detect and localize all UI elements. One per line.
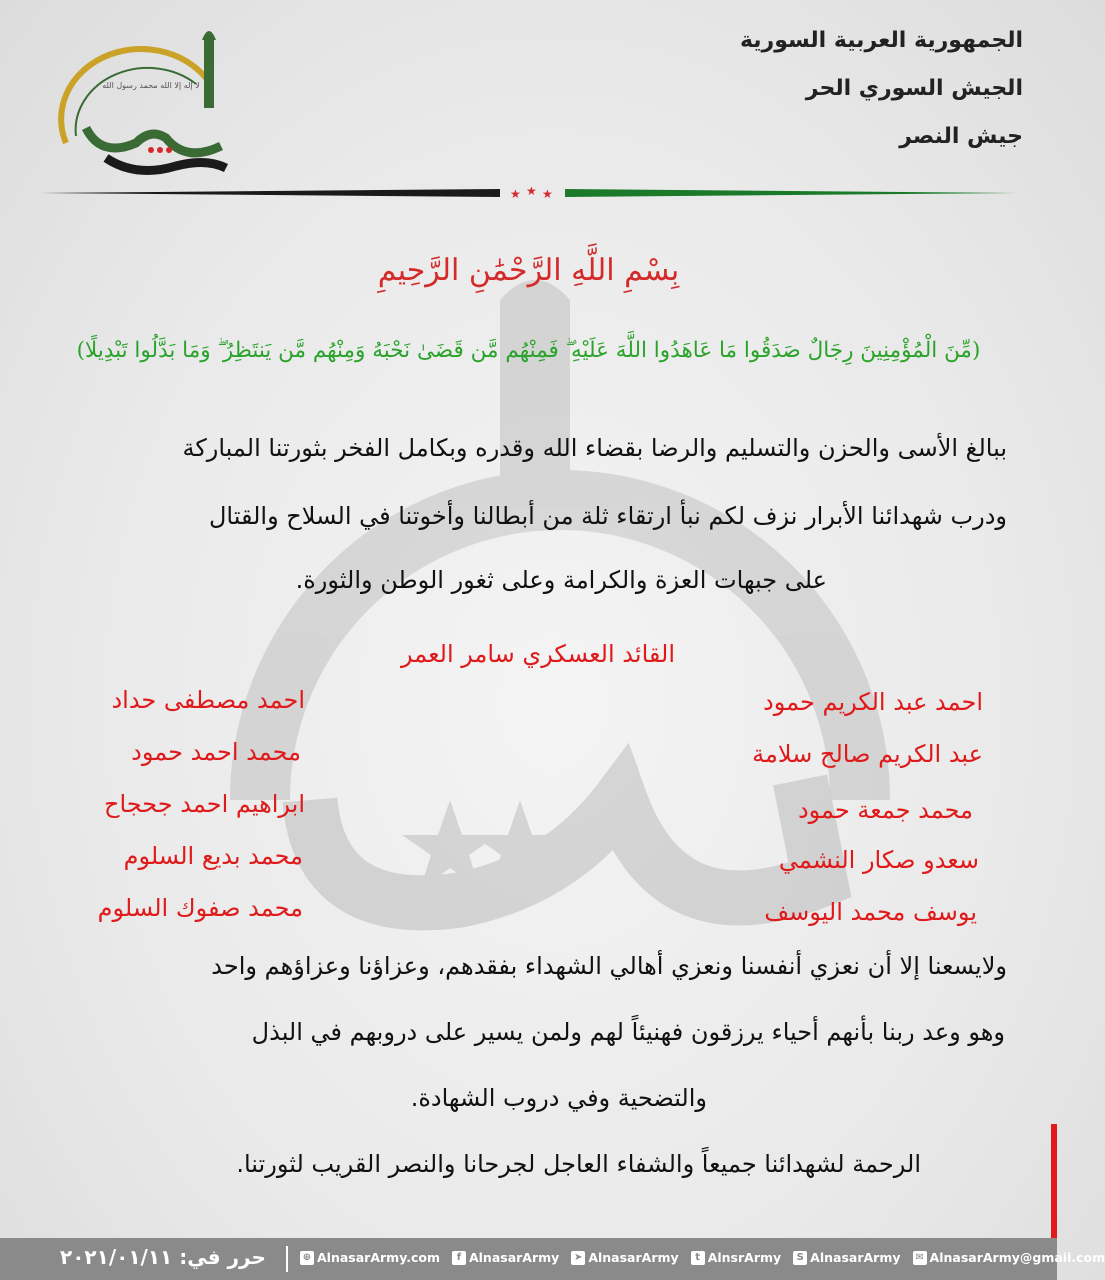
intro-line-2: ودرب شهدائنا الأبرار نزف لكم نبأ ارتقاء ثلة من أبطالنا وأخوتنا في السلاح والقتال	[208, 502, 1007, 530]
watermark-logo	[200, 280, 920, 980]
website-link[interactable]: ⊕ AlnasarArmy.com	[300, 1250, 440, 1265]
flag-divider	[40, 186, 1017, 200]
logo-text: جيش النصر	[186, 173, 191, 174]
martyr-name: سعدو صكار النشمي	[778, 846, 979, 874]
quran-verse: (مِّنَ الْمُؤْمِنِينَ رِجَالٌ صَدَقُوا مَا عَاهَدُوا اللَّهَ عَلَيْهِ ۖ فَمِنْهُم مَّن قَضَىٰ نَحْبَهُ وَمِنْهُم مَّن يَنتَظِرُ ۖ وَمَا بَدَّلُوا تَبْدِيلًا)	[76, 338, 981, 363]
email-link[interactable]: ✉ AlnasarArmy@gmail.com	[913, 1250, 1105, 1265]
closing-line-1: ولايسعنا إلا أن نعزي أنفسنا ونعزي أهالي الشهداء بفقدهم، وعزاؤنا وعزاؤهم واحد	[211, 952, 1007, 980]
telegram-icon: ➤	[571, 1251, 585, 1265]
red-accent-bar	[1051, 1124, 1057, 1238]
mail-icon: ✉	[913, 1251, 927, 1265]
svg-text:★: ★	[510, 187, 521, 201]
closing-line-3: والتضحية وفي دروب الشهادة.	[410, 1084, 707, 1112]
svg-text:★: ★	[526, 184, 537, 198]
intro-line-3: على جبهات العزة والكرامة وعلى ثغور الوطن والثورة.	[295, 566, 827, 594]
date-value: ٢٠٢١/٠١/١١	[60, 1245, 173, 1269]
skype-link[interactable]: S AlnasarArmy	[793, 1250, 900, 1265]
issue-date	[60, 1245, 266, 1269]
intro-line-1: ببالغ الأسى والحزن والتسليم والرضا بقضاء الله وقدره وبكامل الفخر بثورتنا المباركة	[182, 434, 1007, 462]
skype-icon: S	[793, 1251, 807, 1265]
martyr-name: احمد عبد الكريم حمود	[763, 688, 983, 716]
martyr-name: محمد صفوك السلوم	[97, 894, 303, 922]
facebook-link[interactable]: f AlnasarArmy	[452, 1250, 559, 1265]
facebook-icon: f	[452, 1251, 466, 1265]
header-line-3: جيش النصر	[899, 124, 1023, 149]
martyr-name: محمد بديع السلوم	[123, 842, 303, 870]
logo-inscription: لا إله إلا الله محمد رسول الله	[102, 81, 200, 90]
svg-text:★: ★	[542, 187, 553, 201]
footer-separator	[286, 1246, 288, 1272]
martyr-name: يوسف محمد اليوسف	[764, 898, 977, 926]
telegram-link[interactable]: ➤ AlnasarArmy	[571, 1250, 678, 1265]
martyr-name: محمد احمد حمود	[131, 738, 301, 766]
globe-icon: ⊕	[300, 1251, 314, 1265]
twitter-icon: t	[691, 1251, 705, 1265]
closing-line-2: وهو وعد ربنا بأنهم أحياء يرزقون فهنيئاً لهم ولمن يسير على دروبهم في البذل	[251, 1018, 1005, 1046]
jaysh-al-nasr-logo	[56, 18, 236, 178]
martyr-name: احمد مصطفى حداد	[111, 686, 305, 714]
martyr-name: ابراهيم احمد جحجاح	[104, 790, 305, 818]
footer-links	[300, 1250, 1105, 1265]
martyr-name: عبد الكريم صالح سلامة	[752, 740, 983, 768]
martyr-name: محمد جمعة حمود	[797, 796, 973, 824]
commander-name: القائد العسكري سامر العمر	[400, 640, 675, 668]
header	[740, 28, 1023, 172]
twitter-link[interactable]: t AlnsrArmy	[691, 1250, 781, 1265]
header-line-2: الجيش السوري الحر	[805, 76, 1023, 101]
date-label: حرر في:	[179, 1245, 266, 1269]
final-line: الرحمة لشهدائنا جميعاً والشفاء العاجل لجرحانا والنصر القريب لثورتنا.	[236, 1150, 921, 1178]
header-line-1: الجمهورية العربية السورية	[739, 28, 1023, 53]
footer-bar	[0, 1238, 1105, 1280]
basmala: بِسْمِ اللَّهِ الرَّحْمَٰنِ الرَّحِيمِ	[377, 253, 680, 288]
